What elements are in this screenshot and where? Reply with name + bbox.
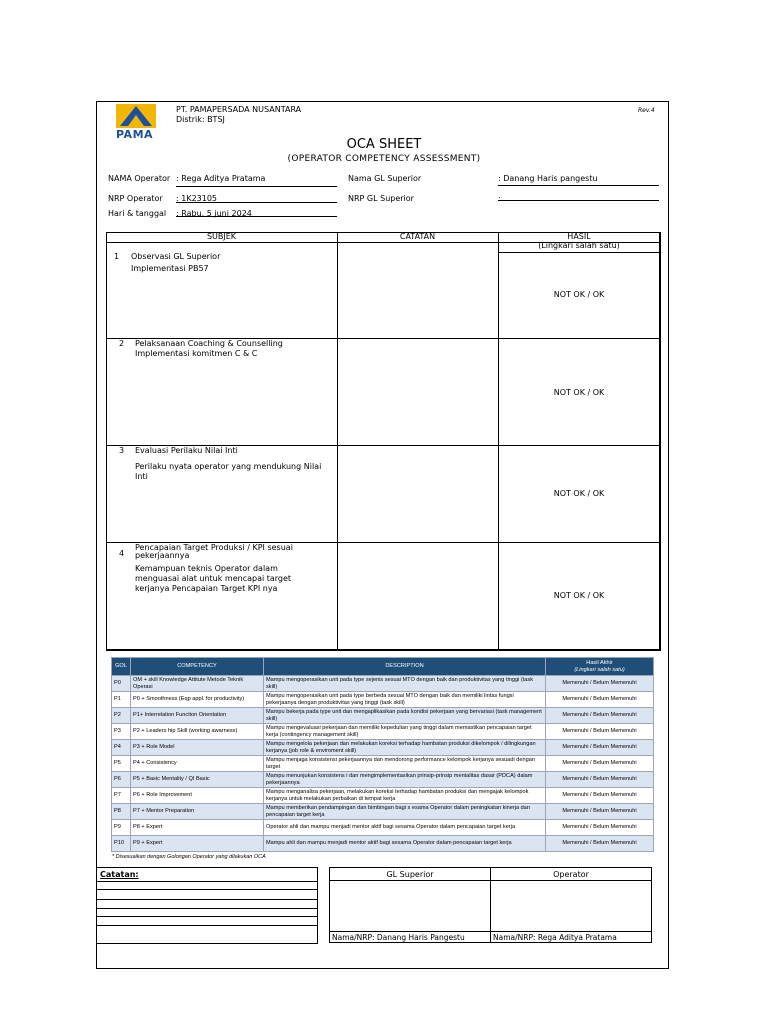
nama-gl-label: Nama GL Superior [348, 174, 422, 183]
operator-nrp: Nama/NRP: Rega Aditya Pratama [493, 933, 617, 942]
operator-label: Operator [553, 870, 589, 879]
competency-gol-cell: P4 [112, 740, 131, 756]
subjek-header: SUBJEK [206, 232, 237, 241]
nama-operator-value[interactable]: : Rega Aditya Pratama [176, 174, 337, 187]
hasil-header: HASIL [567, 232, 591, 241]
competency-row [112, 772, 654, 788]
competency-desc-cell: Mampu mengevaluasi pekerjaan dan memiliki kepedulian yang tinggi dalam memastikan pencapaian target kerja (contingency management skill) [264, 724, 546, 740]
row-4-desc: Kemampuan teknis Operator dalam menguasai alat untuk mencapai target kerjanya Pencapaian Target KPI nya [135, 564, 292, 593]
nrp-operator-value[interactable]: : 1K23105 [176, 194, 337, 203]
competency-res-cell[interactable]: Memenuhi / Belum Memenuhi [546, 756, 654, 772]
competency-comp-cell: P4 + Consistency [131, 756, 264, 772]
result-header-title: Hasil Akhir [586, 659, 613, 666]
competency-row [112, 724, 654, 740]
competency-comp-cell: P8 + Expert [131, 820, 264, 836]
result-header [546, 658, 654, 676]
signature-box [329, 867, 652, 943]
result-header-note: (Lingkari salah satu) [574, 666, 625, 673]
row-4-result[interactable]: NOT OK / OK [553, 591, 605, 600]
row-4-title: Pencapaian Target Produksi / KPI sesuai pekerjaannya [135, 543, 293, 560]
gl-superior-label: GL Superior [386, 870, 434, 879]
competency-desc-cell: Mampu menunjukan konsistens i dan mengimplementasikan prinsip-prinsip mentalitas dasar (PDCA) dalam pekerjaannya [264, 772, 546, 788]
catatan-header: CATATAN [399, 232, 436, 241]
competency-res-cell[interactable]: Memenuhi / Belum Memenuhi [546, 708, 654, 724]
competency-comp-cell: P5 + Basic Mentality / QI Basic [131, 772, 264, 788]
competency-row [112, 676, 654, 692]
hasil-note: (Lingkari salah satu) [538, 241, 620, 250]
row-1-num: 1 [114, 252, 120, 261]
competency-row [112, 708, 654, 724]
competency-row [112, 836, 654, 852]
competency-comp-cell: P6 + Role Improvement [131, 788, 264, 804]
competency-desc-cell: Mampu menjaga konsistensi pekerjaannya dan mendorong performance kelompok kerjanya sesuadi dengan target [264, 756, 546, 772]
subject-table [106, 232, 660, 650]
operator-signature-area[interactable] [491, 881, 651, 931]
competency-res-cell[interactable]: Memenuhi / Belum Memenuhi [546, 788, 654, 804]
competency-gol-cell: P6 [112, 772, 131, 788]
competency-row [112, 804, 654, 820]
nrp-gl-label: NRP GL Superior [348, 194, 414, 203]
competency-table [111, 657, 654, 852]
competency-res-cell[interactable]: Memenuhi / Belum Memenuhi [546, 676, 654, 692]
row-3-desc: Perilaku nyata operator yang mendukung Nilai Inti [135, 462, 322, 481]
competency-comp-cell: P7 + Mentor Preparation [131, 804, 264, 820]
competency-footnote: * Disesuaikan dengan Golongan Operator yang dilakukan OCA [112, 854, 266, 860]
competency-gol-cell: P2 [112, 708, 131, 724]
competency-res-cell[interactable]: Memenuhi / Belum Memenuhi [546, 772, 654, 788]
row-3-num: 3 [119, 446, 125, 455]
competency-res-cell[interactable]: Memenuhi / Belum Memenuhi [546, 836, 654, 852]
competency-desc-cell: Mampu memberikan pendampingan dan bimbingan bagi s esama Operator dalam peningkatan kinerja dan pencapaian target kerja [264, 804, 546, 820]
competency-gol-cell: P7 [112, 788, 131, 804]
competency-res-cell[interactable]: Memenuhi / Belum Memenuhi [546, 804, 654, 820]
competency-res-cell[interactable]: Memenuhi / Belum Memenuhi [546, 724, 654, 740]
competency-gol-cell: P9 [112, 820, 131, 836]
competency-row [112, 740, 654, 756]
row-2-title: Pelaksanaan Coaching & Counselling [135, 339, 283, 348]
competency-gol-cell: P8 [112, 804, 131, 820]
competency-res-cell[interactable]: Memenuhi / Belum Memenuhi [546, 692, 654, 708]
row-3-result[interactable]: NOT OK / OK [553, 489, 605, 498]
row-4-num: 4 [119, 549, 125, 558]
nama-operator-label: NAMA Operator [108, 174, 171, 183]
competency-header: COMPETENCY [131, 658, 264, 676]
row-1-title: Observasi GL Superior [131, 252, 221, 261]
hari-label: Hari & tanggal [108, 209, 167, 218]
competency-desc-cell: Mampu mengoperasikan unit pada type sejenis sesuai MTO dengan baik dan produktivitas yang tinggi (task skill) [264, 676, 546, 692]
description-header: DESCRIPTION [264, 658, 546, 676]
hari-value[interactable]: : Rabu, 5 juni 2024 [176, 209, 337, 217]
gl-nrp: Nama/NRP: Danang Haris Pangestu [332, 933, 465, 942]
logo-text: PAMA [116, 128, 154, 141]
catatan-label: Catatan: [100, 870, 139, 879]
row-1-desc: Implementasi PB57 [131, 264, 209, 273]
competency-comp-cell: P9 + Expert [131, 836, 264, 852]
competency-row [112, 788, 654, 804]
row-2-desc: Implementasi komitmen C & C [135, 349, 258, 358]
row-3-title: Evaluasi Perilaku Nilai Inti [135, 446, 238, 455]
competency-comp-cell: OM + skill Knowledge Attitute Metode Teknik Operasi [131, 676, 264, 692]
row-2-result[interactable]: NOT OK / OK [553, 388, 605, 397]
competency-row [112, 692, 654, 708]
competency-desc-cell: Mampu ahli dan mampu menjadi mentor aktif bagi sesama Operator dalam pencapaian target kerja [264, 836, 546, 852]
competency-desc-cell: Operator ahli dan mampu menjadi mentor aktif bagi sesama Operator dalam pencapaian target kerja [264, 820, 546, 836]
competency-gol-cell: P0 [112, 676, 131, 692]
competency-comp-cell: P2 + Leaders hip Skill (working awarness) [131, 724, 264, 740]
page-title: OCA SHEET [346, 137, 422, 152]
nrp-gl-value[interactable]: : [498, 194, 659, 201]
gol-header: GOL [112, 658, 131, 676]
nrp-operator-label: NRP Operator [108, 194, 163, 203]
competency-desc-cell: Mampu bekerja pada type unit dan mengaplikasikan pada kondisi pekerjaan yang bervariasi (task management skill) [264, 708, 546, 724]
competency-desc-cell: Mampu menganalisa pekerjaan, melakukan koreksi terhadap hambatan produksi dan mengajak kelompok kerjanya untuk melakukan perbaikan di tempat kerja [264, 788, 546, 804]
row-1-result[interactable]: NOT OK / OK [553, 290, 605, 299]
competency-comp-cell: P1+ Interrelation Function Orientation [131, 708, 264, 724]
district: Distrik: BTSJ [176, 115, 225, 124]
competency-row [112, 756, 654, 772]
competency-gol-cell: P1 [112, 692, 131, 708]
competency-gol-cell: P3 [112, 724, 131, 740]
revision: Rev.4 [638, 107, 655, 114]
page-subtitle: (OPERATOR COMPETENCY ASSESSMENT) [287, 154, 481, 164]
competency-gol-cell: P5 [112, 756, 131, 772]
competency-desc-cell: Mampu mengoperasikan unit pada type berbeda sesuai MTO dengan baik dan memiliki lintas fungsi pekerjaanya dengan produktivitas yang tinggi (task skill) [264, 692, 546, 708]
competency-res-cell[interactable]: Memenuhi / Belum Memenuhi [546, 820, 654, 836]
competency-desc-cell: Mampu mengelola pekerjaan dan melakukan koreksi terhadap hambatan produksi dikelompok / dilingkungan kerjanya (job role & enviroment skill) [264, 740, 546, 756]
nama-gl-value[interactable]: : Danang Haris pangestu [498, 174, 659, 186]
row-2-num: 2 [119, 339, 125, 348]
competency-row [112, 820, 654, 836]
competency-comp-cell: P3 + Role Model [131, 740, 264, 756]
catatan-box[interactable] [96, 867, 318, 944]
gl-signature-area[interactable] [330, 881, 490, 931]
competency-res-cell[interactable]: Memenuhi / Belum Memenuhi [546, 740, 654, 756]
competency-comp-cell: P0 + Smoothness (Eqp appl. for productivity) [131, 692, 264, 708]
competency-gol-cell: P10 [112, 836, 131, 852]
company-name: PT. PAMAPERSADA NUSANTARA [176, 105, 302, 114]
